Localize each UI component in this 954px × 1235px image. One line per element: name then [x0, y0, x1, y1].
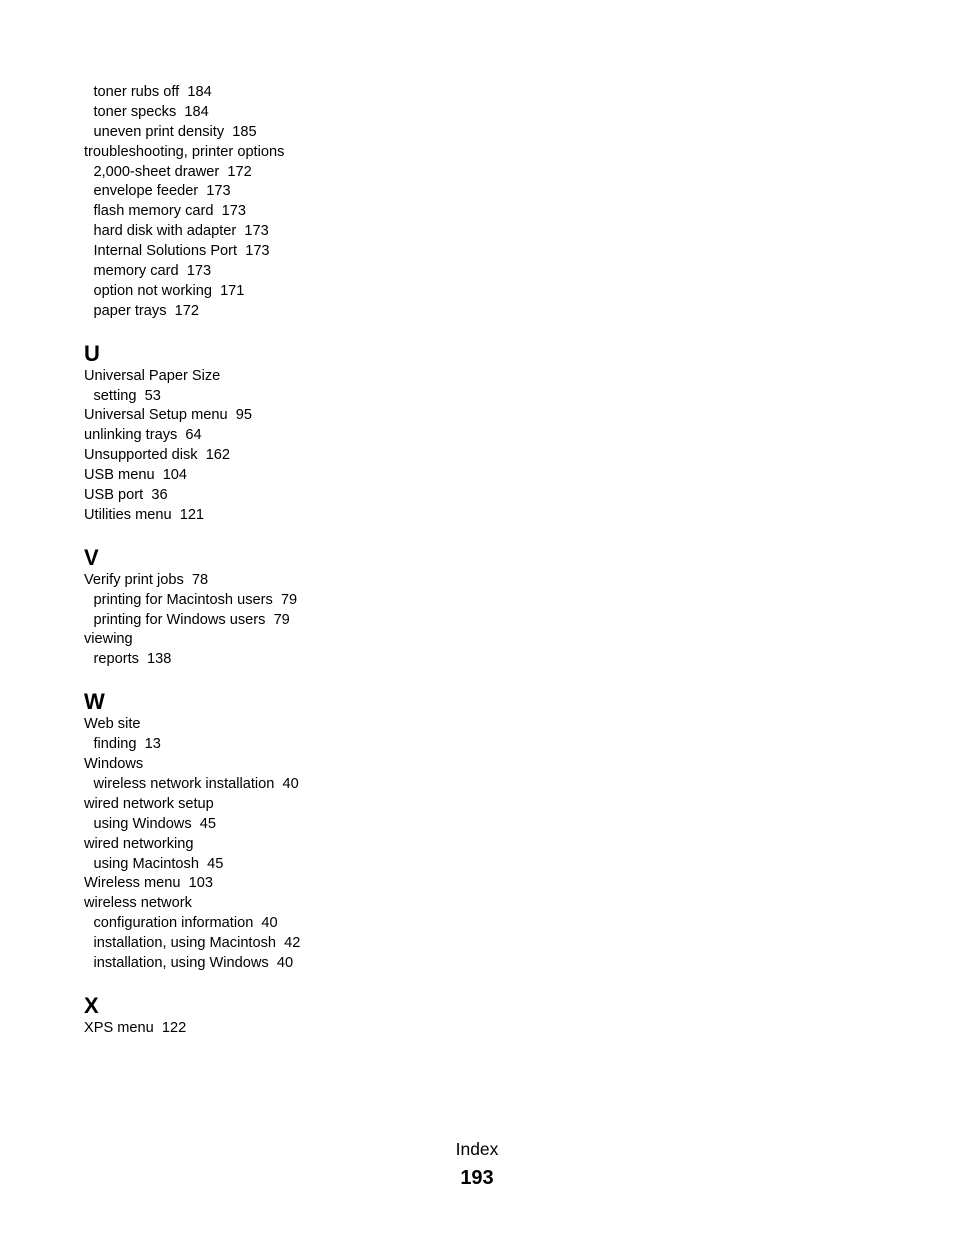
index-page-reference: 13 [144, 736, 161, 753]
index-term: memory card [93, 263, 179, 280]
index-letter-heading: U [84, 340, 100, 366]
index-term: hard disk with adapter [93, 223, 237, 240]
index-letter-heading: W [84, 689, 105, 715]
index-term: Unsupported disk [84, 447, 198, 464]
index-term: XPS menu [84, 1019, 154, 1036]
index-subentry [84, 855, 504, 875]
index-term: reports [93, 651, 139, 668]
index-term: USB port [84, 487, 144, 504]
index-entry [84, 1019, 504, 1039]
index-page-reference: 104 [162, 467, 188, 484]
index-page-reference: 171 [220, 282, 245, 299]
index-term: troubleshooting, printer options [84, 143, 285, 160]
index-page-reference: 172 [227, 163, 252, 180]
index-entry [84, 486, 504, 506]
index-page-reference: 121 [179, 506, 205, 523]
index-letter-heading: V [84, 544, 99, 570]
index-term: Verify print jobs [84, 571, 184, 588]
footer-page-number: 193 [460, 1167, 494, 1189]
index-subentry [84, 302, 504, 322]
index-entry [84, 874, 504, 894]
index-term: finding [93, 736, 137, 753]
index-letter-section [84, 994, 504, 1039]
index-page-reference: 162 [205, 447, 231, 464]
index-subentry [84, 222, 504, 242]
index-page-reference: 103 [188, 875, 213, 892]
index-entry [84, 571, 504, 591]
index-subentry [84, 775, 504, 795]
index-page-reference: 40 [261, 915, 278, 932]
index-page-reference: 173 [244, 223, 269, 240]
index-page-reference: 184 [184, 103, 209, 120]
index-term: wired networking [84, 835, 194, 852]
index-page-reference: 185 [232, 123, 257, 140]
index-term: using Macintosh [93, 855, 199, 872]
continued-entries [84, 83, 504, 322]
index-term: installation, using Macintosh [93, 935, 277, 952]
index-term: viewing [84, 631, 133, 648]
index-page-reference: 45 [199, 815, 216, 832]
index-term: paper trays [93, 302, 167, 319]
index-page-reference: 79 [280, 591, 298, 608]
index-subentry [84, 735, 504, 755]
index-term: Universal Setup menu [84, 407, 228, 424]
index-term: flash memory card [93, 203, 214, 220]
index-subentry [84, 242, 504, 262]
index-term: toner specks [93, 103, 177, 120]
index-page-reference: 78 [191, 571, 209, 588]
index-letter-heading: X [84, 992, 99, 1018]
index-page-reference: 53 [144, 387, 161, 404]
index-term: configuration information [93, 915, 254, 932]
index-page-reference: 79 [273, 611, 290, 628]
index-subentry [84, 282, 504, 302]
index-term: option not working [93, 282, 212, 299]
index-column [84, 83, 504, 1039]
index-page-reference: 36 [151, 487, 168, 504]
index-term: using Windows [93, 815, 192, 832]
index-page-reference: 138 [147, 651, 172, 668]
letter-sections [84, 342, 504, 1039]
index-page-reference: 184 [187, 84, 212, 100]
index-entry [84, 143, 504, 163]
index-entry [84, 367, 504, 387]
index-term: Internal Solutions Port [93, 243, 238, 260]
index-term: printing for Windows users [93, 611, 266, 628]
index-subentry [84, 262, 504, 282]
index-term: Web site [84, 716, 141, 733]
index-subentry [84, 202, 504, 222]
index-page-reference: 172 [174, 302, 199, 319]
index-subentry [84, 123, 504, 143]
index-term: setting [93, 387, 137, 404]
index-letter-section [84, 690, 504, 974]
index-subentry [84, 914, 504, 934]
index-subentry [84, 611, 504, 631]
index-page-reference: 40 [276, 954, 294, 971]
index-page-reference: 40 [282, 775, 299, 792]
index-page-reference: 122 [161, 1019, 187, 1036]
index-entry [84, 426, 504, 446]
index-entry [84, 894, 504, 914]
index-letter-section [84, 546, 504, 670]
index-term: installation, using Windows [93, 954, 269, 971]
index-term: Utilities menu [84, 506, 172, 523]
index-term: toner rubs off [93, 84, 180, 100]
index-page-reference: 95 [235, 407, 252, 424]
index-entry [84, 755, 504, 775]
index-term: wireless network [84, 895, 192, 912]
index-entry [84, 795, 504, 815]
index-entry [84, 506, 504, 526]
index-page-reference: 42 [284, 935, 301, 952]
index-letter-section [84, 342, 504, 526]
index-entry [84, 835, 504, 855]
index-entry [84, 630, 504, 650]
index-page-reference: 64 [185, 427, 202, 444]
index-entry [84, 406, 504, 426]
index-subentry [84, 182, 504, 202]
index-page-reference: 173 [245, 243, 270, 260]
index-subentry [84, 103, 504, 123]
index-term: wireless network installation [93, 775, 275, 792]
index-subentry [84, 163, 504, 183]
index-term: USB menu [84, 467, 155, 484]
index-term: unlinking trays [84, 427, 178, 444]
index-term: Wireless menu [84, 875, 181, 892]
index-page-reference: 45 [207, 855, 224, 872]
index-subentry [84, 387, 504, 407]
index-entry [84, 715, 504, 735]
index-term: Universal Paper Size [84, 367, 221, 384]
index-subentry [84, 934, 504, 954]
index-subentry [84, 815, 504, 835]
index-entry [84, 466, 504, 486]
index-subentry [84, 591, 504, 611]
index-term: printing for Macintosh users [93, 591, 273, 608]
index-subentry [84, 954, 504, 974]
footer-section-label: Index [455, 1139, 499, 1159]
index-term: envelope feeder [93, 183, 199, 200]
index-term: wired network setup [84, 795, 214, 812]
index-subentry [84, 650, 504, 670]
index-subentry [84, 83, 504, 103]
index-term: 2,000-sheet drawer [93, 163, 220, 180]
index-term: uneven print density [93, 123, 225, 140]
index-page-reference: 173 [186, 263, 212, 280]
index-page-reference: 173 [221, 203, 246, 220]
index-term: Windows [84, 756, 144, 773]
index-page-reference: 173 [206, 183, 231, 200]
index-entry [84, 446, 504, 466]
